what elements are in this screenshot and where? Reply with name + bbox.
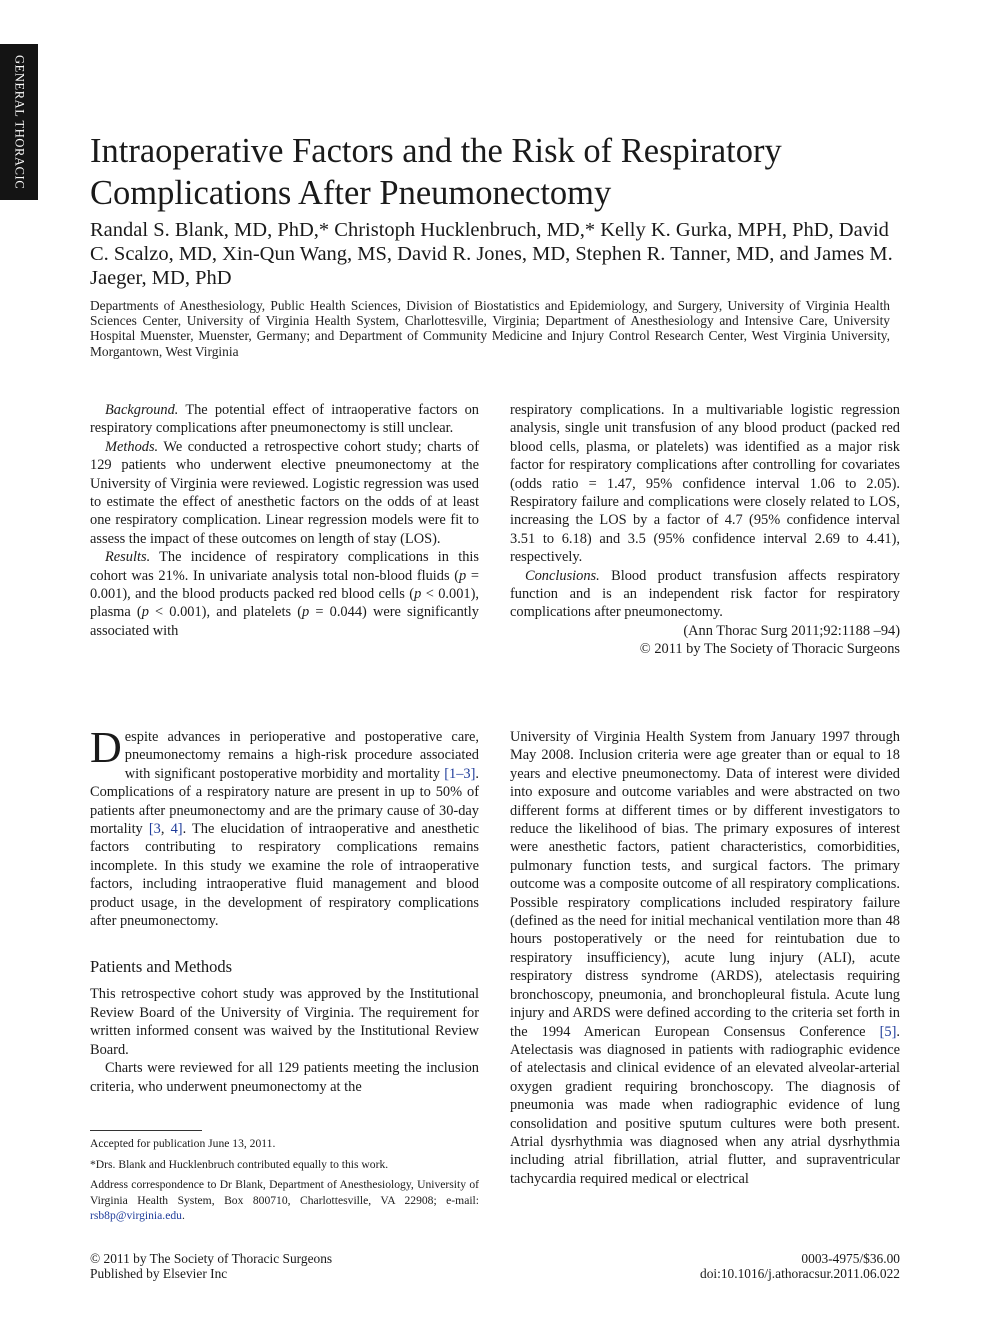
footnote-equal-contribution: *Drs. Blank and Hucklenbruch contributed equally to this work. [90,1157,389,1171]
reference-link-5[interactable]: [5] [879,1023,897,1040]
footnotes [90,1136,479,1229]
intro-paragraph: Despite advances in perioperative and postoperative care, pneumonectomy remains a high-risk procedure associated with significant postoperative morbidity and mortality [1–3]. Complications of a respiratory nature are present in up to 50% of patients after pneumonectomy and are the primary cause of 30-day mortality [3, 4]. The elucidation of intraoperative and anesthetic factors contributing to respiratory complications remains incomplete. In this study we examine the role of intraoperative factors, including intraoperative fluid management and blood product usage, in the development of respiratory complications after pneumonectomy. [90,723,479,930]
methods-paragraph-2: Charts were reviewed for all 129 patients meeting the inclusion criteria, who underwent pneumonectomy at the [90,1060,479,1095]
footer-right [560,1251,900,1281]
abstract-background: Background. The potential effect of intraoperative factors on respiratory complications after pneumonectomy is still unclear. [90,402,479,437]
section-tab [0,44,38,200]
reference-link-4[interactable]: 4] [170,821,183,838]
abstract-conclusions: Conclusions. Blood product transfusion affects respiratory function and is an independent risk factor for respiratory complications after pneumonectomy. [510,567,900,621]
footnote-divider [90,1130,202,1131]
abstract-results: Results. The incidence of respiratory complications in this cohort was 21%. In univariate analysis total non-blood fluids (p = 0.001), and the blood products packed red blood cells (p < 0.001), plasma (p < 0.001), and platelets (p = 0.044) were significantly associated with [90,549,479,639]
reference-link-3[interactable]: [3 [148,821,161,838]
methods-paragraph-1: This retrospective cohort study was approved by the Institutional Review Board of the University of Virginia. The requirement for written informed consent was waived by the Institutional Review Board. [90,986,479,1058]
abstract-left-column [90,401,479,640]
section-tab-label: GENERAL THORACIC [12,54,27,190]
footnote-accepted: Accepted for publication June 13, 2011. [90,1137,276,1150]
footnote-correspondence: Address correspondence to Dr Blank, Department of Anesthesiology, University of Virginia Health System, Box 800710, Charlottesville, VA 22908; e-mail: rsb8p@virginia.edu. [90,1178,479,1222]
footer-copyright: © 2011 by The Society of Thoracic Surgeons [90,1251,333,1266]
section-heading-patients-methods: Patients and Methods [90,957,233,977]
article-title: Intraoperative Factors and the Risk of Respiratory Complications After Pneumonectomy [90,132,782,212]
body-right-column [510,728,900,1188]
footer-issn: 0003-4975/$36.00 [801,1251,900,1266]
affiliations: Departments of Anesthesiology, Public Health Sciences, Division of Biostatistics and Epidemiology, and Surgery, University of Virginia Health Sciences Center, University of Virginia Health System, Charlottesville, Virginia; Department of Anesthesiology and Intensive Care, University Hospital Muenster, Muenster, Germany; and Department of Community Medicine and Injury Control Research Center, West Virginia University, Morgantown, West Virginia [90,298,890,359]
drop-cap: D [90,723,122,772]
email-link[interactable]: rsb8p@virginia.edu [90,1209,182,1222]
journal-citation: (Ann Thorac Surg 2011;92:1188 –94) [683,622,900,639]
body-left-column [90,723,479,1096]
footer-doi: doi:10.1016/j.athoracsur.2011.06.022 [700,1266,900,1282]
footer-publisher: Published by Elsevier Inc [90,1266,228,1282]
abstract-right-column [510,401,900,659]
author-list: Randal S. Blank, MD, PhD,* Christoph Hucklenbruch, MD,* Kelly K. Gurka, MPH, PhD, David C. Scalzo, MD, Xin-Qun Wang, MS, David R. Jones, MD, Stephen R. Tanner, MD, and James M. Jaeger, MD, PhD [90,219,893,289]
reference-link-1-3[interactable]: [1–3] [444,765,476,782]
methods-paragraph-continued: University of Virginia Health System from January 1997 through May 2008. Inclusion criteria were age greater than or equal to 18 years and elective pneumonectomy. Data of interest were divided into exposure and outcome variables and were abstracted on two different forms at different times or by different investigators to reduce the likelihood of bias. The primary exposures of interest were anesthetic factors, patient characteristics, comorbidities, pulmonary function tests, and surgical factors. The primary outcome was a composite outcome of all respiratory complications. Possible respiratory complications included respiratory failure (defined as the need for initial mechanical ventilation more than 48 hours postoperatively or the need for reintubation due to respiratory insufficiency), acute lung injury (ALI), acute respiratory distress syndrome (ARDS), atelectasis requiring bronchoscopy, pneumonia, and bronchopleural fistula. Acute lung injury and ARDS were defined according to the criteria set forth in the 1994 American European Consensus Conference [5]. Atelectasis was diagnosed in patients with radiographic evidence of atelectasis and clinical evidence of an elevated alveolar-arterial oxygen gradient requiring bronchoscopy. The diagnosis of pneumonia was made when radiographic evidence of lung consolidation and positive sputum cultures were both present. Atrial dysrhythmia was diagnosed when any atrial dysrhythmia including atrial fibrillation, atrial flutter, and supraventricular tachycardia required medical or electrical [510,729,900,1187]
footer-left [90,1251,490,1281]
abstract-results-continued: respiratory complications. In a multivariable logistic regression analysis, single unit transfusion of any blood product (packed red blood cells, plasma, or platelets) was identified as a major risk factor for respiratory complications after controlling for covariates (odds ratio = 1.47, 95% confidence interval 1.06 to 2.05). Respiratory failure and complications were closely related to LOS, increasing the LOS by a factor of 4.7 (95% confidence interval 3.51 to 6.18) and 3.5 (95% confidence interval 2.69 to 4.41), respectively. [510,402,900,566]
abstract-methods: Methods. We conducted a retrospective cohort study; charts of 129 patients who underwent elective pneumonectomy at the University of Virginia were reviewed. Logistic regression was used to estimate the effect of anesthetic factors on the odds of at least one respiratory complication. Linear regression models were fit to assess the impact of these outcomes on length of stay (LOS). [90,438,479,547]
abstract-copyright: © 2011 by The Society of Thoracic Surgeons [639,641,900,658]
